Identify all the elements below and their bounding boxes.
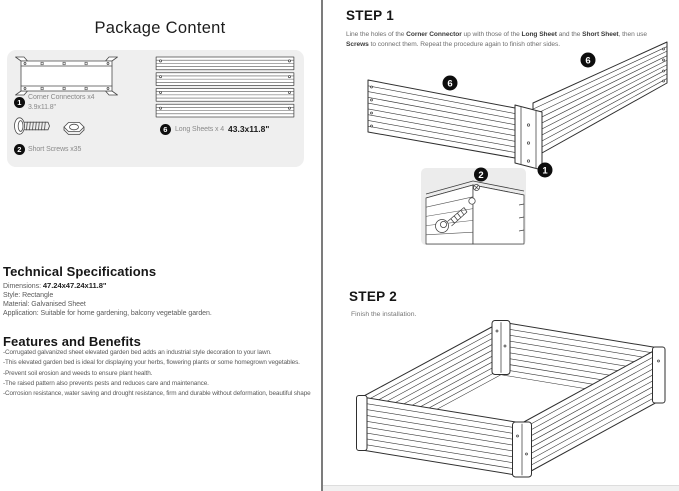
spec-style: Style: Rectangle bbox=[3, 291, 54, 299]
term-screws: Screws bbox=[346, 41, 369, 49]
svg-text:6: 6 bbox=[585, 55, 591, 67]
callout-long-sheet-right bbox=[581, 53, 596, 68]
assembly-steps-column bbox=[323, 0, 679, 491]
feature-item: -Corrosion resistance, water saving and drought resistance, firm and durable without deformation, beautiful shape bbox=[3, 390, 311, 398]
spec-material: Material: Galvanised Sheet bbox=[3, 300, 86, 308]
spec-application: Application: Suitable for home gardening, balcony vegetable garden. bbox=[3, 310, 212, 318]
sheet-strip bbox=[156, 88, 294, 101]
callout-corner-connector bbox=[538, 163, 553, 178]
term-long-sheet: Long Sheet bbox=[521, 30, 557, 38]
sheet-strip bbox=[156, 57, 294, 70]
term-short-sheet: Short Sheet bbox=[582, 30, 619, 38]
sheet-strip bbox=[156, 104, 294, 117]
step1-instruction: Line the holes of the Corner Connector up with those of the Long Sheet and the Short Sheet, then use Screws to connect them. Repeat the procedure again to finish other sides. bbox=[346, 30, 648, 49]
step2-title: STEP 2 bbox=[349, 289, 398, 304]
callout-long-sheet-left bbox=[443, 76, 458, 91]
step2-subtitle: Finish the installation. bbox=[351, 311, 417, 318]
detail-hole bbox=[469, 198, 475, 204]
item-2-badge: 2 bbox=[14, 144, 25, 155]
spec-dimensions-value: 47.24x47.24x11.8" bbox=[42, 281, 107, 290]
callout-screw bbox=[474, 168, 488, 182]
feature-item: -This elevated garden bed is ideal for displaying your herbs, flowering plants or some homegrown vegetables. bbox=[3, 359, 300, 367]
item-6-badge: 6 bbox=[160, 124, 171, 135]
item-1-label: Corner Connectors x4 bbox=[28, 94, 95, 101]
svg-text:2: 2 bbox=[478, 169, 484, 181]
features-list bbox=[3, 348, 311, 399]
item-1-badge: 1 bbox=[14, 97, 25, 108]
technical-specifications-title: Technical Specifications bbox=[3, 264, 157, 279]
svg-text:6: 6 bbox=[447, 78, 453, 90]
detail-installed-screw bbox=[474, 185, 480, 191]
spec-dimensions-label: Dimensions: bbox=[3, 283, 41, 290]
corner-connector-drawing bbox=[14, 56, 119, 96]
item-1-dimension: 3.9x11.8" bbox=[28, 103, 56, 111]
step1-diagram bbox=[340, 40, 679, 255]
package-content-column bbox=[0, 0, 321, 491]
svg-text:1: 1 bbox=[542, 165, 548, 177]
item-2-label: Short Screws x35 bbox=[28, 145, 82, 153]
feature-item: -Corrugated galvanized sheet elevated garden bed adds an industrial style decoration to your lawn. bbox=[3, 349, 272, 356]
package-content-title: Package Content bbox=[94, 19, 226, 37]
step1-right-sheet bbox=[533, 42, 667, 158]
item-6-label: Long Sheets x 4 bbox=[175, 125, 225, 133]
nut-drawing bbox=[62, 119, 86, 136]
screw-drawing bbox=[13, 116, 55, 136]
long-sheets-drawing bbox=[154, 56, 296, 118]
step1-title: STEP 1 bbox=[346, 8, 395, 23]
item-6-dimension: 43.3x11.8" bbox=[228, 124, 270, 134]
step2-diagram bbox=[350, 316, 675, 484]
feature-item: -The raised pattern also prevents pests and reduces care and maintenance. bbox=[3, 379, 209, 387]
term-corner-connector: Corner Connector bbox=[406, 30, 462, 38]
step1-screw-detail-inset bbox=[421, 168, 526, 246]
feature-item: -Prevent soil erosion and weeds to ensure plant health. bbox=[3, 369, 153, 377]
package-content-panel bbox=[7, 50, 304, 167]
sheet-strip bbox=[156, 73, 294, 86]
features-title: Features and Benefits bbox=[3, 334, 141, 349]
step1-left-sheet bbox=[368, 80, 515, 158]
page-bottom-strip bbox=[323, 485, 679, 491]
step1-corner-connector bbox=[515, 105, 542, 170]
